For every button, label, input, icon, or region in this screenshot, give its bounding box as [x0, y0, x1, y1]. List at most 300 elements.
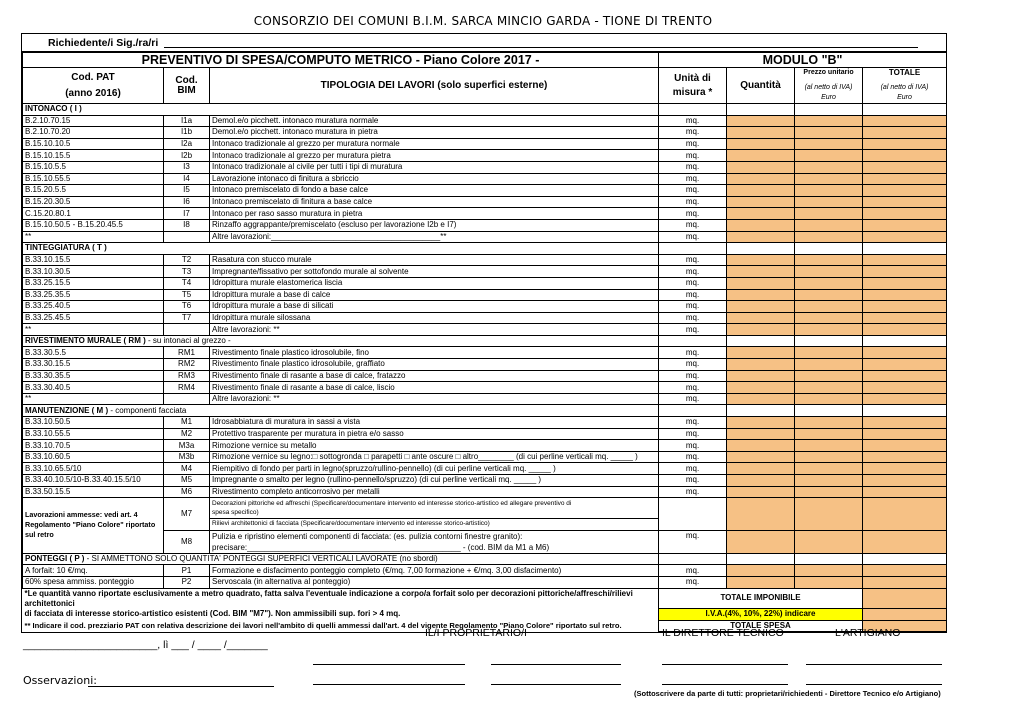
table-row — [23, 277, 947, 289]
unit-cell: mq. — [659, 393, 727, 405]
tipologia-cell: Rivestimento finale plastico idrosolubile, graffiato — [210, 359, 659, 371]
cod-bim-cell: I1a — [164, 115, 210, 127]
unit-price-input[interactable] — [795, 231, 863, 243]
richiedente-label: Richiedente/i Sig./ra/ri — [48, 37, 159, 49]
total-label: I.V.A.(4%, 10%, 22%) indicare — [659, 609, 863, 621]
cod-bim-cell: I8 — [164, 219, 210, 231]
signature-line-8[interactable] — [806, 684, 942, 685]
cod-bim-cell: RM3 — [164, 370, 210, 382]
cod-pat-cell: B.15.10.5.5 — [23, 161, 164, 173]
table-row — [23, 463, 947, 475]
table-row — [23, 185, 947, 197]
quantity-input[interactable] — [727, 486, 795, 498]
col-quantita: Quantità — [727, 68, 795, 104]
cod-pat-cell: B.33.40.10.5/10-B.33.40.15.5/10 — [23, 475, 164, 487]
unit-price-input[interactable] — [795, 475, 863, 487]
total-cell[interactable] — [863, 312, 947, 324]
table-row — [23, 486, 947, 498]
unit-price-input[interactable] — [795, 254, 863, 266]
table-row — [23, 301, 947, 313]
section-header — [23, 405, 947, 417]
section-title: INTONACO ( I ) — [23, 104, 659, 116]
lavorazioni-ammesse-note: Lavorazioni ammesse: vedi art. 4 Regolamento "Piano Colore" riportato sul retro — [23, 498, 164, 554]
tipologia-cell: Idropittura murale elastomerica liscia — [210, 277, 659, 289]
total-cell[interactable] — [863, 370, 947, 382]
total-cell[interactable] — [863, 475, 947, 487]
footnote: *Le quantità vanno riportate esclusivamente a metro quadrato, fatta salva l'eventuale indicazione a corpo/a forfait solo per decorazioni pittoriche/affreschi/rilievi architettonici — [24, 588, 633, 608]
quantity-input[interactable] — [727, 359, 795, 371]
cod-pat-cell: B.33.30.35.5 — [23, 370, 164, 382]
total-cell[interactable] — [863, 208, 947, 220]
section-title: RIVESTIMENTO MURALE ( RM ) - su intonaci al grezzo - — [23, 335, 659, 347]
unit-price-input[interactable] — [795, 312, 863, 324]
cod-bim-cell: I6 — [164, 196, 210, 208]
table-row — [23, 382, 947, 394]
table-row — [23, 231, 947, 243]
cod-pat-cell: B.15.10.10.5 — [23, 138, 164, 150]
total-cell[interactable] — [863, 417, 947, 429]
unit-price-input[interactable] — [795, 359, 863, 371]
total-cell[interactable] — [863, 266, 947, 278]
quantity-input[interactable] — [727, 219, 795, 231]
cod-pat-cell: A forfait: 10 €/mq. — [23, 565, 164, 577]
col-totale: TOTALE (al netto di IVA) Euro — [863, 68, 947, 104]
tipologia-cell: Demol.e/o picchett. intonaco muratura normale — [210, 115, 659, 127]
signature-line-5[interactable] — [313, 684, 465, 685]
tipologia-cell: Rivestimento finale plastico idrosolubile, fino — [210, 347, 659, 359]
total-cell[interactable] — [863, 451, 947, 463]
unit-cell: mq. — [659, 359, 727, 371]
unit-cell: mq. — [659, 530, 727, 553]
osservazioni-field[interactable] — [88, 686, 274, 687]
cod-bim-cell: I4 — [164, 173, 210, 185]
quantity-input[interactable] — [727, 451, 795, 463]
proprietario-label: IL/I PROPRIETARIO/I — [425, 627, 527, 639]
quantity-input[interactable] — [727, 463, 795, 475]
quantity-input[interactable] — [727, 382, 795, 394]
quantity-input[interactable] — [727, 161, 795, 173]
unit-price-input[interactable] — [795, 417, 863, 429]
cod-pat-cell: B.15.10.15.5 — [23, 150, 164, 162]
cod-pat-cell: B.33.30.5.5 — [23, 347, 164, 359]
unit-price-input[interactable] — [795, 428, 863, 440]
total-cell[interactable] — [863, 565, 947, 577]
unit-cell: mq. — [659, 196, 727, 208]
tipologia-cell: Rinzaffo aggrappante/premiscelato (escluso per lavorazione I2b e I7) — [210, 219, 659, 231]
unit-price-input[interactable] — [795, 277, 863, 289]
unit-price-input[interactable] — [795, 301, 863, 313]
input-cell[interactable] — [863, 530, 947, 553]
total-label: TOTALE SPESA — [659, 620, 863, 632]
table-row — [23, 219, 947, 231]
unit-price-input[interactable] — [795, 173, 863, 185]
sottoscrivere-note: (Sottoscrivere da parte di tutti: proprietari/richiedenti - Direttore Tecnico e/o Artigiano) — [634, 689, 941, 698]
total-cell[interactable] — [863, 219, 947, 231]
form-title: PREVENTIVO DI SPESA/COMPUTO METRICO - Piano Colore 2017 - — [23, 53, 659, 68]
input-cell[interactable] — [727, 530, 795, 553]
cod-bim-cell: P2 — [164, 576, 210, 588]
unit-price-input[interactable] — [795, 370, 863, 382]
quantity-input[interactable] — [727, 475, 795, 487]
unit-price-input[interactable] — [795, 440, 863, 452]
unit-price-input[interactable] — [795, 289, 863, 301]
unit-price-input[interactable] — [795, 161, 863, 173]
cod-bim-cell: M3b — [164, 451, 210, 463]
richiedente-field[interactable] — [164, 47, 918, 48]
cod-bim-cell: M8 — [164, 530, 210, 553]
total-label: TOTALE IMPONIBILE — [659, 588, 863, 609]
unit-price-input[interactable] — [795, 127, 863, 139]
unit-cell: mq. — [659, 231, 727, 243]
quantity-input[interactable] — [727, 196, 795, 208]
tipologia-cell: Protettivo trasparente per muratura in pietra e/o sasso — [210, 428, 659, 440]
table-row — [23, 115, 947, 127]
cod-pat-cell: ** — [23, 393, 164, 405]
signature-line-4[interactable] — [806, 664, 942, 665]
cod-pat-cell: B.33.25.35.5 — [23, 289, 164, 301]
total-cell[interactable] — [863, 173, 947, 185]
cod-pat-cell: B.33.10.15.5 — [23, 254, 164, 266]
tipologia-cell: Rimozione vernice su metallo — [210, 440, 659, 452]
signature-line-1[interactable] — [313, 664, 465, 665]
quantity-input[interactable] — [727, 208, 795, 220]
table-row — [23, 451, 947, 463]
total-cell[interactable] — [863, 150, 947, 162]
cod-bim-cell — [164, 324, 210, 336]
unit-price-input[interactable] — [795, 393, 863, 405]
tipologia-cell: Intonaco premiscelato di finitura a base calce — [210, 196, 659, 208]
table-row — [23, 289, 947, 301]
cod-bim-cell: P1 — [164, 565, 210, 577]
tipologia-cell: Rimozione vernice su legno:□ sottogronda □ parapetti □ ante oscure □ altro________ (di cui perline verticali mq. _____ ) — [210, 451, 659, 463]
cod-pat-cell: B.15.10.55.5 — [23, 173, 164, 185]
table-row — [23, 138, 947, 150]
cod-bim-cell: I2a — [164, 138, 210, 150]
unit-price-input[interactable] — [795, 208, 863, 220]
input-cell[interactable] — [863, 498, 947, 531]
tipologia-cell: Altre lavorazioni:______________________________________** — [210, 231, 659, 243]
unit-cell: mq. — [659, 266, 727, 278]
unit-cell: mq. — [659, 576, 727, 588]
tipologia-cell: Intonaco tradizionale al civile per tutti i tipi di muratura — [210, 161, 659, 173]
quantity-input[interactable] — [727, 301, 795, 313]
table-row — [23, 324, 947, 336]
cod-pat-cell: B.33.10.65.5/10 — [23, 463, 164, 475]
total-cell[interactable] — [863, 359, 947, 371]
unit-price-input[interactable] — [795, 382, 863, 394]
total-cell[interactable] — [863, 185, 947, 197]
unit-cell: mq. — [659, 486, 727, 498]
table-row — [23, 428, 947, 440]
tipologia-cell: Idropittura murale silossana — [210, 312, 659, 324]
quantity-input[interactable] — [727, 428, 795, 440]
cod-pat-cell: C.15.20.80.1 — [23, 208, 164, 220]
section-title: MANUTENZIONE ( M ) - componenti facciata — [23, 405, 659, 417]
unit-cell: mq. — [659, 161, 727, 173]
unit-cell: mq. — [659, 208, 727, 220]
m7-row — [23, 498, 947, 519]
cod-pat-cell: B.33.10.30.5 — [23, 266, 164, 278]
signature-line-3[interactable] — [662, 664, 788, 665]
table-row — [23, 393, 947, 405]
table-row — [23, 440, 947, 452]
cod-pat-cell: B.33.25.45.5 — [23, 312, 164, 324]
total-cell[interactable] — [863, 138, 947, 150]
unit-cell: mq. — [659, 185, 727, 197]
input-cell[interactable] — [795, 498, 863, 531]
cod-bim-cell: T6 — [164, 301, 210, 313]
quantity-input[interactable] — [727, 417, 795, 429]
unit-cell: mq. — [659, 219, 727, 231]
unit-cell: mq. — [659, 301, 727, 313]
total-cell[interactable] — [863, 347, 947, 359]
cod-pat-cell: B.33.10.50.5 — [23, 417, 164, 429]
total-cell[interactable] — [863, 161, 947, 173]
unit-cell — [659, 498, 727, 531]
table-row — [23, 417, 947, 429]
section-header — [23, 243, 947, 255]
section-title: TINTEGGIATURA ( T ) — [23, 243, 659, 255]
unit-price-input[interactable] — [795, 138, 863, 150]
unit-cell: mq. — [659, 370, 727, 382]
cod-bim-cell: I3 — [164, 161, 210, 173]
cod-pat-cell: B.33.30.40.5 — [23, 382, 164, 394]
tipologia-cell: Rivestimento finale di rasante a base di calce, liscio — [210, 382, 659, 394]
tipologia-cell: Riempitivo di fondo per parti in legno(spruzzo/rullino-pennello) (di cui perline verticali mq. _____ ) — [210, 463, 659, 475]
cod-bim-cell: M3a — [164, 440, 210, 452]
richiedente-row — [22, 34, 946, 52]
total-cell[interactable] — [863, 440, 947, 452]
column-header-row — [23, 68, 947, 104]
unit-cell: mq. — [659, 127, 727, 139]
cod-bim-cell: I5 — [164, 185, 210, 197]
quantity-input[interactable] — [727, 393, 795, 405]
total-value[interactable] — [863, 609, 947, 621]
total-cell[interactable] — [863, 486, 947, 498]
quantity-input[interactable] — [727, 324, 795, 336]
table-row — [23, 576, 947, 588]
quantity-input[interactable] — [727, 347, 795, 359]
total-value[interactable] — [863, 588, 947, 609]
quantity-input[interactable] — [727, 312, 795, 324]
total-cell[interactable] — [863, 231, 947, 243]
cod-pat-cell: B.15.10.50.5 - B.15.20.45.5 — [23, 219, 164, 231]
cod-pat-cell: B.2.10.70.20 — [23, 127, 164, 139]
cod-pat-cell: B.33.30.15.5 — [23, 359, 164, 371]
input-cell[interactable] — [795, 530, 863, 553]
cod-bim-cell: M2 — [164, 428, 210, 440]
date-line[interactable]: _______________________, lì ___ / ____ /_______ — [23, 639, 268, 651]
total-cell[interactable] — [863, 576, 947, 588]
quantity-input[interactable] — [727, 277, 795, 289]
unit-price-input[interactable] — [795, 451, 863, 463]
cod-bim-cell: M6 — [164, 486, 210, 498]
unit-cell: mq. — [659, 428, 727, 440]
unit-price-input[interactable] — [795, 196, 863, 208]
tipologia-cell: Rivestimento finale di rasante a base di calce, fratazzo — [210, 370, 659, 382]
unit-cell: mq. — [659, 138, 727, 150]
unit-price-input[interactable] — [795, 266, 863, 278]
quantity-input[interactable] — [727, 150, 795, 162]
cod-bim-cell: RM4 — [164, 382, 210, 394]
cod-pat-cell: B.33.25.40.5 — [23, 301, 164, 313]
unit-price-input[interactable] — [795, 347, 863, 359]
unit-cell: mq. — [659, 277, 727, 289]
section-header — [23, 553, 947, 565]
unit-cell: mq. — [659, 463, 727, 475]
quantity-input[interactable] — [727, 127, 795, 139]
unit-cell: mq. — [659, 150, 727, 162]
totals-row — [23, 588, 947, 609]
unit-price-input[interactable] — [795, 219, 863, 231]
table-row — [23, 127, 947, 139]
unit-price-input[interactable] — [795, 185, 863, 197]
quantity-input[interactable] — [727, 173, 795, 185]
tipologia-cell: Impregnante o smalto per legno (rullino-pennello/spruzzo) (di cui perline verticali mq. _____ ) — [210, 475, 659, 487]
table-row — [23, 266, 947, 278]
col-cod-bim: Cod. BIM — [164, 68, 210, 104]
cod-pat-cell: ** — [23, 324, 164, 336]
cod-bim-cell: I2b — [164, 150, 210, 162]
quantity-input[interactable] — [727, 266, 795, 278]
signature-line-7[interactable] — [662, 684, 788, 685]
col-unita: Unità di misura * — [659, 68, 727, 104]
unit-cell: mq. — [659, 115, 727, 127]
unit-price-input[interactable] — [795, 324, 863, 336]
total-cell[interactable] — [863, 428, 947, 440]
table-row — [23, 173, 947, 185]
unit-cell: mq. — [659, 289, 727, 301]
cod-pat-cell: B.15.20.5.5 — [23, 185, 164, 197]
tipologia-cell: Idrosabbiatura di muratura in sassi a vista — [210, 417, 659, 429]
tipologia-cell: Intonaco per raso sasso muratura in pietra — [210, 208, 659, 220]
cod-pat-cell: 60% spesa ammiss. ponteggio — [23, 576, 164, 588]
cod-pat-cell: B.33.50.15.5 — [23, 486, 164, 498]
direttore-label: IL DIRETTORE TECNICO — [662, 627, 784, 639]
signature-line-6[interactable] — [491, 684, 621, 685]
signature-line-2[interactable] — [491, 664, 621, 665]
osservazioni-label: Osservazioni: — [23, 674, 97, 687]
quantity-input[interactable] — [727, 289, 795, 301]
unit-cell: mq. — [659, 173, 727, 185]
cod-bim-cell: T5 — [164, 289, 210, 301]
total-cell[interactable] — [863, 254, 947, 266]
quantity-input[interactable] — [727, 565, 795, 577]
cod-bim-cell: RM1 — [164, 347, 210, 359]
section-title: PONTEGGI ( P ) - SI AMMETTONO SOLO QUANTITA' PONTEGGI SUPERFICI VERTICALI LAVORATE (no sbordi) — [23, 553, 659, 565]
unit-price-input[interactable] — [795, 150, 863, 162]
total-cell[interactable] — [863, 463, 947, 475]
cod-pat-cell: B.2.10.70.15 — [23, 115, 164, 127]
tipologia-cell: Rasatura con stucco murale — [210, 254, 659, 266]
tipologia-cell: Idropittura murale a base di silicati — [210, 301, 659, 313]
tipologia-cell: Intonaco tradizionale al grezzo per muratura normale — [210, 138, 659, 150]
tipologia-cell: Formazione e disfacimento ponteggio completo (€/mq. 7,00 formazione + €/mq. 3,00 disfacimento) — [210, 565, 659, 577]
table-row — [23, 208, 947, 220]
unit-price-input[interactable] — [795, 576, 863, 588]
title-row — [23, 53, 947, 68]
table-row — [23, 359, 947, 371]
cod-pat-cell: B.33.25.15.5 — [23, 277, 164, 289]
cod-pat-cell: B.15.20.30.5 — [23, 196, 164, 208]
quantity-input[interactable] — [727, 115, 795, 127]
table-row — [23, 150, 947, 162]
unit-cell: mq. — [659, 451, 727, 463]
total-cell[interactable] — [863, 393, 947, 405]
tipologia-cell: Idropittura murale a base di calce — [210, 289, 659, 301]
unit-cell: mq. — [659, 324, 727, 336]
total-cell[interactable] — [863, 115, 947, 127]
footnote: ** Indicare il cod. prezziario PAT con relativa descrizione dei lavori nell'ambito di quelli ammessi dall'art. 4 del vigente Regolamento "Piano Colore" riportato sul retro. — [24, 620, 622, 630]
unit-price-input[interactable] — [795, 115, 863, 127]
modulo-label: MODULO "B" — [659, 53, 947, 68]
total-cell[interactable] — [863, 127, 947, 139]
table-row — [23, 196, 947, 208]
quantity-input[interactable] — [727, 138, 795, 150]
unit-cell: mq. — [659, 382, 727, 394]
tipologia-cell: Servoscala (in alternativa al ponteggio) — [210, 576, 659, 588]
unit-cell: mq. — [659, 417, 727, 429]
cod-bim-cell: M1 — [164, 417, 210, 429]
tipologia-cell: Rilievi architettonici di facciata (Specificare/documentare intervento ed interesse storico-artistico) — [210, 519, 659, 531]
section-header — [23, 335, 947, 347]
cod-pat-cell: ** — [23, 231, 164, 243]
table-row — [23, 475, 947, 487]
unit-price-input[interactable] — [795, 486, 863, 498]
table-row — [23, 347, 947, 359]
quantity-input[interactable] — [727, 576, 795, 588]
cod-pat-cell: B.33.10.55.5 — [23, 428, 164, 440]
total-cell[interactable] — [863, 301, 947, 313]
section-header — [23, 104, 947, 116]
unit-cell: mq. — [659, 475, 727, 487]
col-tipologia: TIPOLOGIA DEI LAVORI (solo superfici esterne) — [210, 68, 659, 104]
cod-bim-cell: T7 — [164, 312, 210, 324]
table-row — [23, 254, 947, 266]
estimate-table — [22, 52, 947, 632]
quantity-input[interactable] — [727, 440, 795, 452]
quantity-input[interactable] — [727, 370, 795, 382]
tipologia-cell: Intonaco tradizionale al grezzo per muratura pietra — [210, 150, 659, 162]
unit-cell: mq. — [659, 440, 727, 452]
quantity-input[interactable] — [727, 231, 795, 243]
unit-cell: mq. — [659, 254, 727, 266]
total-cell[interactable] — [863, 196, 947, 208]
total-cell[interactable] — [863, 277, 947, 289]
total-cell[interactable] — [863, 382, 947, 394]
cod-pat-cell: B.33.10.60.5 — [23, 451, 164, 463]
unit-cell: mq. — [659, 565, 727, 577]
tipologia-cell: Impregnante/fissativo per sottofondo murale al solvente — [210, 266, 659, 278]
total-cell[interactable] — [863, 324, 947, 336]
cod-pat-cell: B.33.10.70.5 — [23, 440, 164, 452]
tipologia-cell: Lavorazione intonaco di finitura a sbriccio — [210, 173, 659, 185]
unit-cell: mq. — [659, 312, 727, 324]
unit-price-input[interactable] — [795, 463, 863, 475]
quantity-input[interactable] — [727, 185, 795, 197]
total-cell[interactable] — [863, 289, 947, 301]
table-row — [23, 161, 947, 173]
quantity-input[interactable] — [727, 254, 795, 266]
cod-bim-cell: I1b — [164, 127, 210, 139]
input-cell[interactable] — [727, 498, 795, 531]
tipologia-cell: Demol.e/o picchett. intonaco muratura in pietra — [210, 127, 659, 139]
artigiano-label: L'ARTIGIANO — [835, 627, 901, 639]
footnote: di facciata di interesse storico-artistico esistenti (Cod. BIM "M7"). Non ammissibili sup. fori > 4 mq. — [24, 609, 401, 619]
cod-bim-cell: T4 — [164, 277, 210, 289]
estimate-form — [21, 33, 947, 633]
unit-price-input[interactable] — [795, 565, 863, 577]
